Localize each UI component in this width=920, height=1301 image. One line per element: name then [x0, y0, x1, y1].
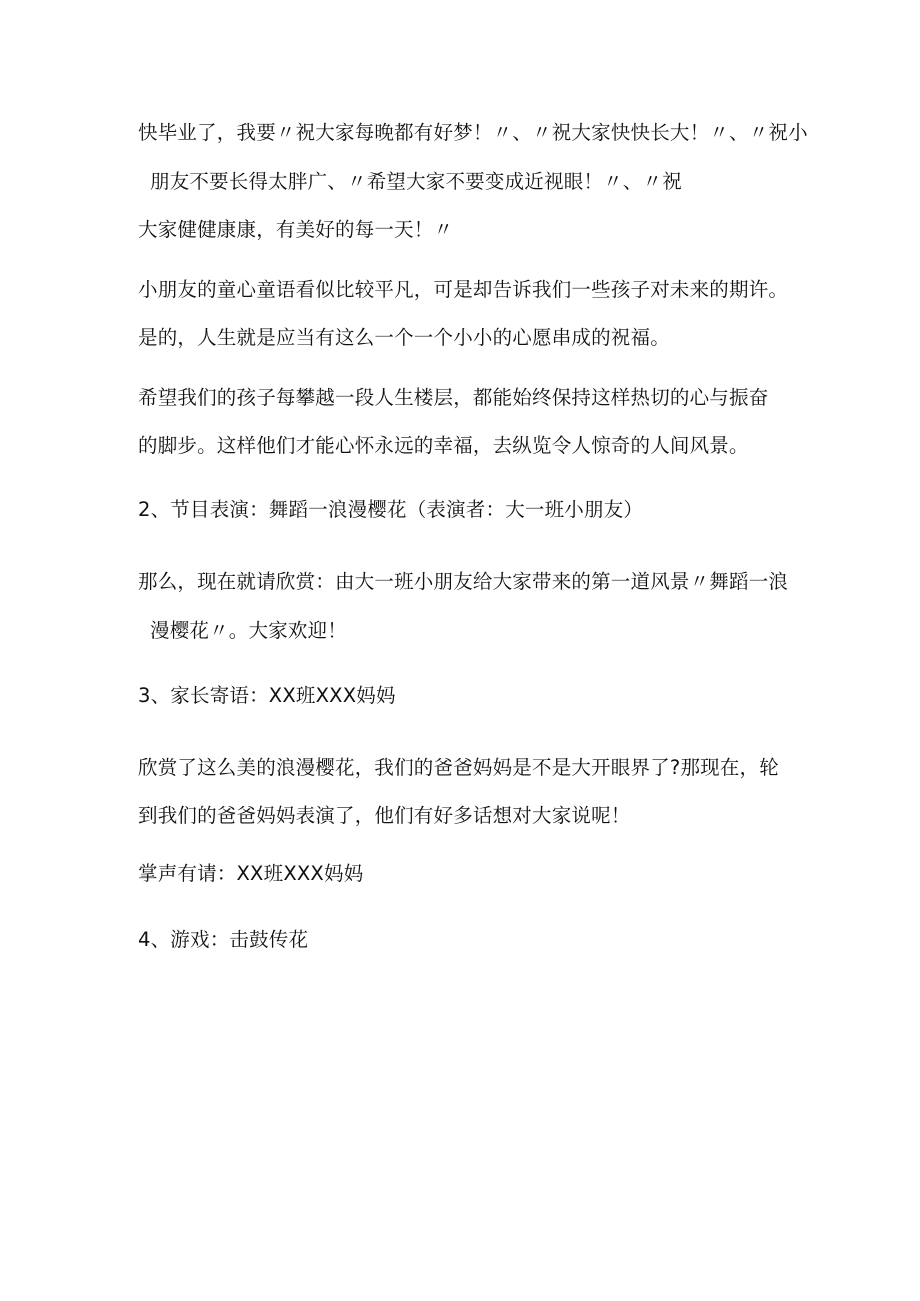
- paragraph-line: 掌声有请：XX班XXX妈妈: [138, 862, 364, 885]
- paragraph-line: 大家健健康康，有美好的每一天！〃: [138, 218, 454, 241]
- paragraph-line: 朋友不要长得太胖广、〃希望大家不要变成近视眼！〃、〃祝: [150, 170, 682, 193]
- section-heading: 4、游戏：击鼓传花: [138, 928, 309, 951]
- paragraph-line: 欣赏了这么美的浪漫樱花，我们的爸爸妈妈是不是大开眼界了?那现在，轮: [138, 756, 779, 779]
- section-heading: 2、节目表演：舞蹈一浪漫樱花（表演者：大一班小朋友）: [138, 498, 644, 521]
- paragraph-line: 到我们的爸爸妈妈表演了，他们有好多话想对大家说呢！: [138, 804, 631, 827]
- paragraph-line: 那么，现在就请欣赏：由大一班小朋友给大家带来的第一道风景〃舞蹈一浪: [138, 570, 789, 593]
- section-heading: 3、家长寄语：XX班XXX妈妈: [138, 684, 396, 707]
- paragraph-line: 是的，人生就是应当有这么一个一个小小的心愿串成的祝福。: [138, 326, 670, 349]
- paragraph-line: 漫樱花〃。大家欢迎！: [150, 619, 348, 642]
- paragraph-line: 的脚步。这样他们才能心怀永远的幸福，去纵览令人惊奇的人间风景。: [138, 434, 749, 457]
- paragraph-line: 小朋友的童心童语看似比较平凡，可是却告诉我们一些孩子对未来的期许。: [138, 278, 789, 301]
- paragraph-line: 快毕业了，我要〃祝大家每晚都有好梦！〃、〃祝大家快快长大！〃、〃祝小: [138, 121, 808, 144]
- paragraph-line: 希望我们的孩子每攀越一段人生楼层，都能始终保持这样热切的心与振奋: [138, 386, 769, 409]
